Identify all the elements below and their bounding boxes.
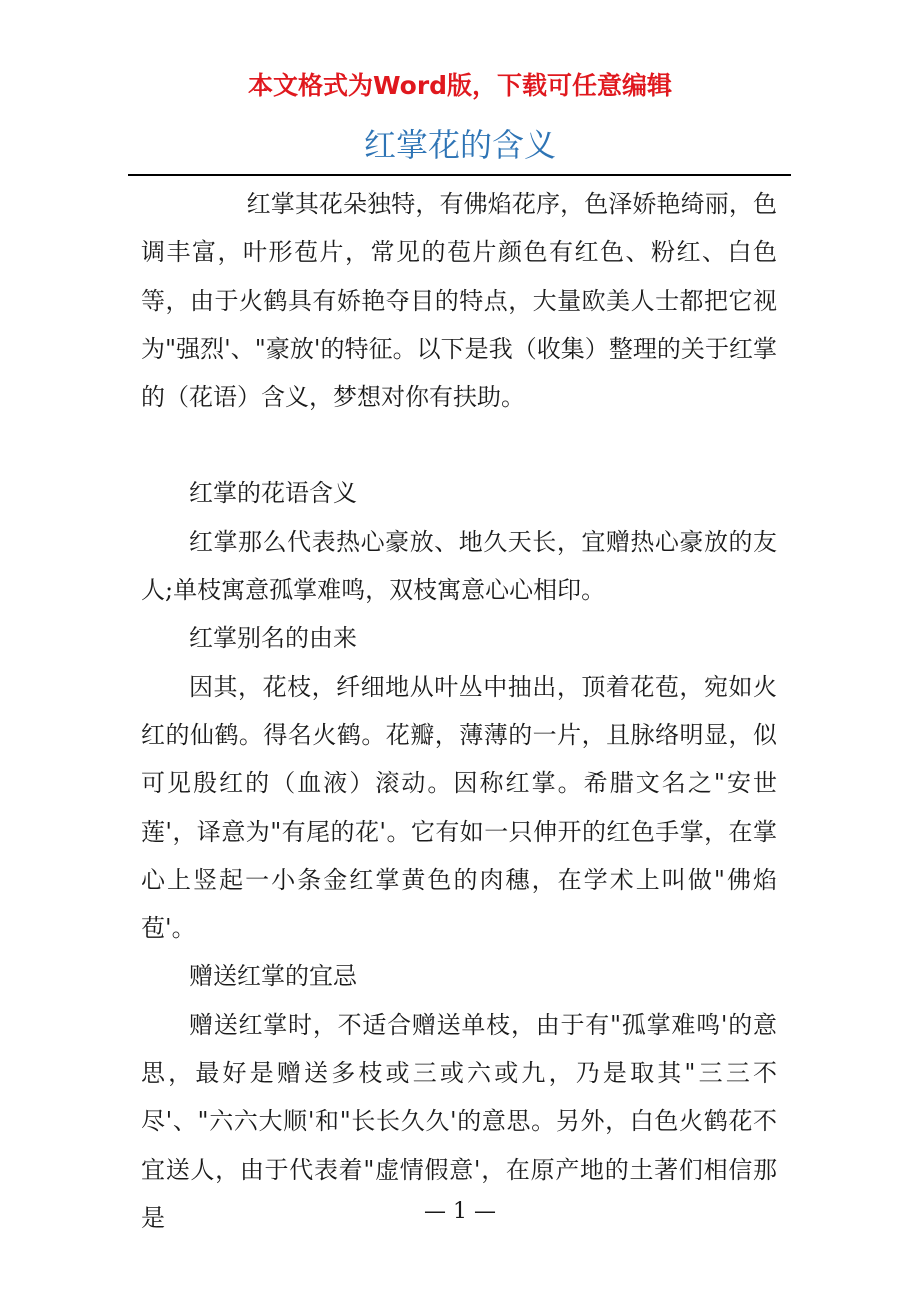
alias-origin-paragraph: 因其，花枝，纤细地从叶丛中抽出，顶着花苞，宛如火红的仙鹤。得名火鹤。花瓣，薄薄的一片，且脉络明显，似可见殷红的（血液）滚动。因称红掌。希腊文名之"安世莲'，译意为"有尾的花'。它有如一只伸开的红色手掌，在掌心上竖起一小条金红掌黄色的肉穗，在学术上叫做"佛焰苞'。 (141, 672, 777, 943)
page-number: — 1 — (424, 1199, 496, 1224)
paragraph-spacer (141, 421, 777, 469)
intro-paragraph: 红掌其花朵独特，有佛焰花序，色泽娇艳绮丽，色调丰富，叶形苞片，常见的苞片颜色有红色、粉红、白色等，由于火鹤具有娇艳夺目的特点，大量欧美人士都把它视为"强烈'、"豪放'的特征。以下是我（收集）整理的关于红掌的（花语）含义，梦想对你有扶助。 (141, 190, 777, 412)
section-heading-gifting: 赠送红掌的宜忌 (189, 962, 357, 991)
section-heading-alias-origin: 红掌别名的由来 (189, 624, 357, 653)
title-divider (128, 174, 791, 176)
document-title: 红掌花的含义 (363, 126, 556, 164)
section-heading-flower-language: 红掌的花语含义 (189, 479, 357, 508)
download-banner: 本文格式为Word版，下载可任意编辑 (247, 71, 673, 100)
flower-language-paragraph: 红掌那么代表热心豪放、地久天长，宜赠热心豪放的友人;单枝寓意孤掌难鸣，双枝寓意心心相印。 (141, 527, 777, 605)
gifting-paragraph: 赠送红掌时，不适合赠送单枝，由于有"孤掌难鸣'的意思，最好是赠送多枝或三或六或九，乃是取其"三三不尽'、"六六大顺'和"长长久久'的意思。另外，白色火鹤花不宜送人，由于代表着"虚情假意'，在原产地的土著们相信那是 (141, 1010, 777, 1232)
document-body (141, 180, 777, 1242)
